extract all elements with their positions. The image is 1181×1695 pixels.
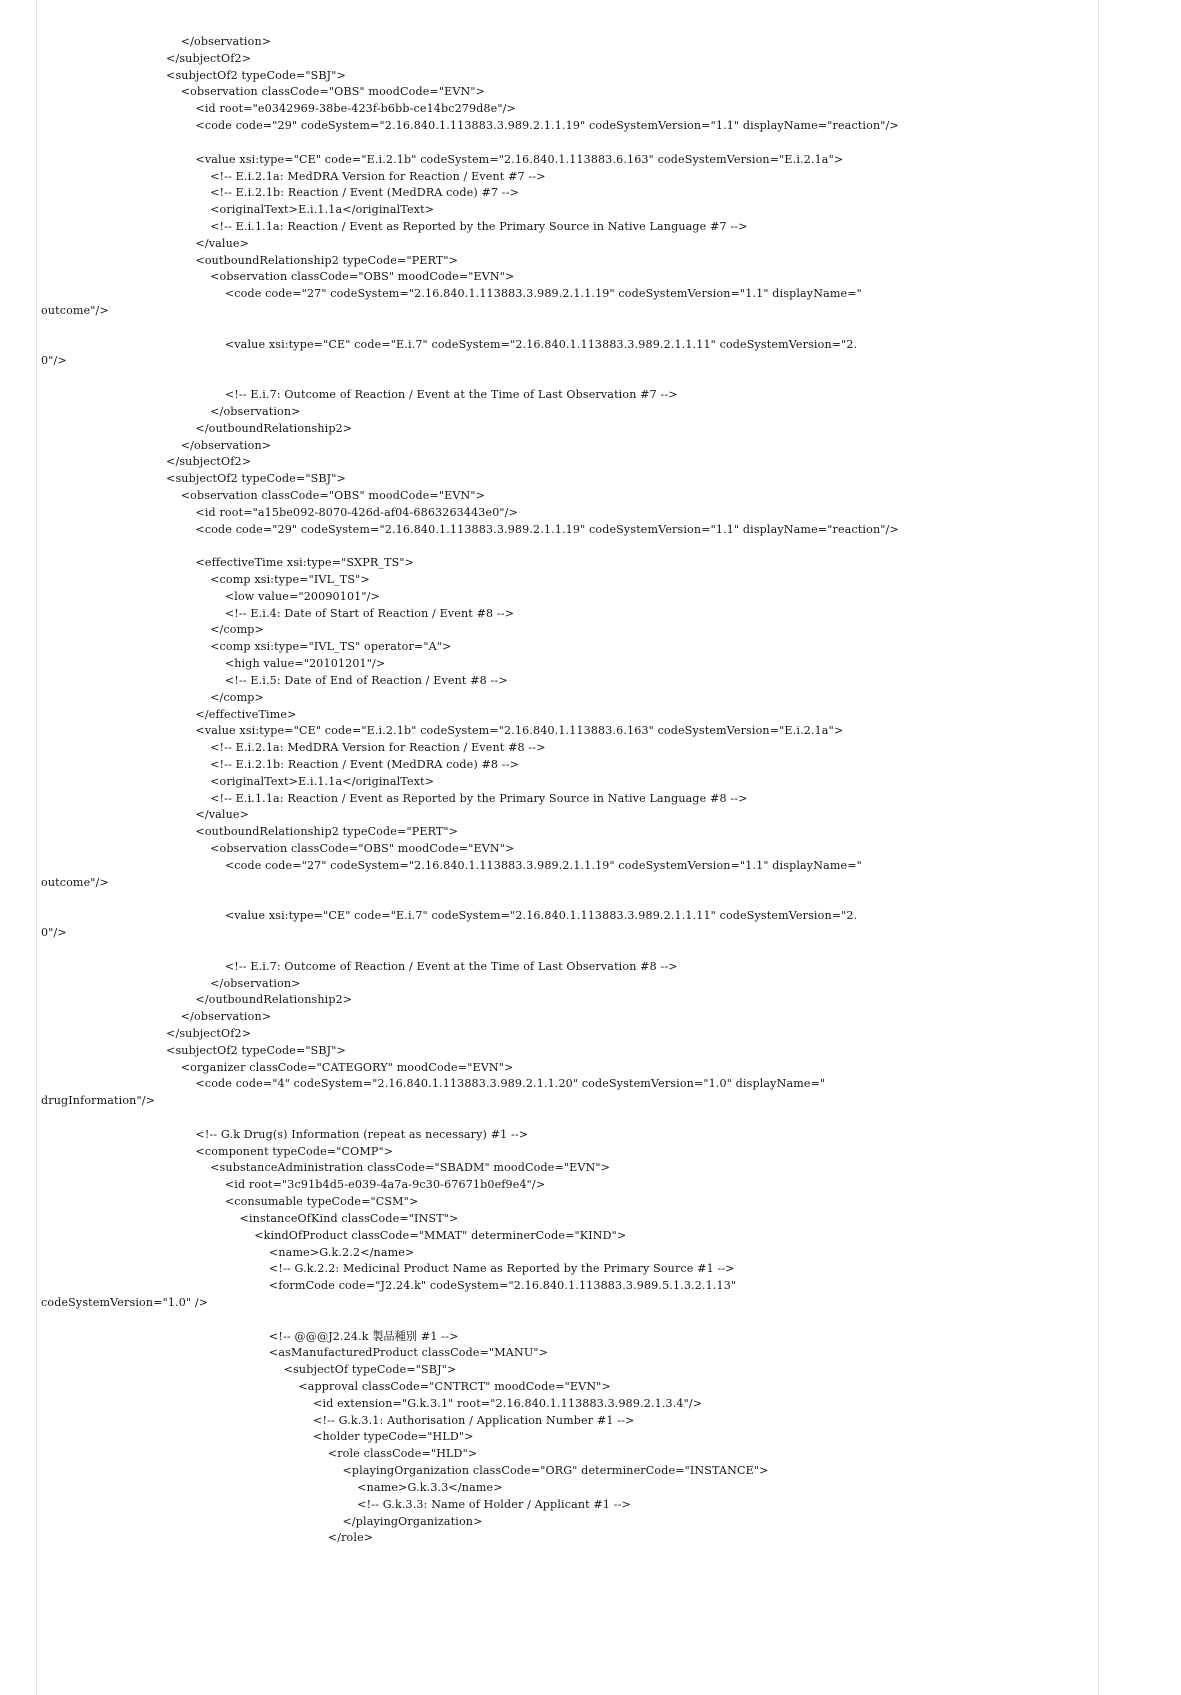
code-line: <!-- E.i.1.1a: Reaction / Event as Reported by the Primary Source in Native Language #8 --> bbox=[41, 791, 748, 805]
code-line: <subjectOf typeCode="SBJ"> bbox=[41, 1363, 457, 1377]
code-line: <id extension="G.k.3.1" root="2.16.840.1.113883.3.989.2.1.3.4"/> bbox=[41, 1396, 703, 1410]
code-line: drugInformation"/> bbox=[41, 1094, 156, 1108]
code-line: <high value="20101201"/> bbox=[41, 657, 386, 671]
code-line: outcome"/> bbox=[41, 875, 109, 889]
code-line: <organizer classCode="CATEGORY" moodCode="EVN"> bbox=[41, 1060, 514, 1074]
code-line: <role classCode="HLD"> bbox=[41, 1447, 478, 1461]
code-line: <effectiveTime xsi:type="SXPR_TS"> bbox=[41, 556, 415, 570]
code-line: <!-- G.k.3.3: Name of Holder / Applicant #1 --> bbox=[41, 1497, 631, 1511]
code-line: <!-- E.i.7: Outcome of Reaction / Event at the Time of Last Observation #7 --> bbox=[41, 388, 678, 402]
code-line: <!-- E.i.4: Date of Start of Reaction / Event #8 --> bbox=[41, 606, 515, 620]
code-line-blank bbox=[0, 1110, 1181, 1127]
code-line: </subjectOf2> bbox=[41, 455, 252, 469]
code-line-blank bbox=[0, 135, 1181, 152]
code-line: <originalText>E.i.1.1a</originalText> bbox=[41, 774, 435, 788]
code-line: <observation classCode="OBS" moodCode="EVN"> bbox=[41, 842, 515, 855]
code-line: <subjectOf2 typeCode="SBJ"> bbox=[41, 1043, 346, 1057]
code-line: <kindOfProduct classCode="MMAT" determinerCode="KIND"> bbox=[41, 1228, 627, 1242]
code-line: </value> bbox=[41, 808, 250, 822]
code-line: <outboundRelationship2 typeCode="PERT"> bbox=[41, 825, 459, 839]
xml-code-listing bbox=[0, 34, 1181, 1547]
code-line: <subjectOf2 typeCode="SBJ"> bbox=[41, 472, 346, 486]
code-line: <substanceAdministration classCode="SBADM" moodCode="EVN"> bbox=[41, 1161, 611, 1175]
code-line: 0"/> bbox=[41, 354, 67, 368]
code-line: </observation> bbox=[41, 976, 301, 990]
code-line: <code code="27" codeSystem="2.16.840.1.113883.3.989.2.1.1.19" codeSystemVersion="1.1" displayName=" bbox=[41, 858, 862, 872]
code-line: </observation> bbox=[41, 438, 272, 452]
code-line-blank bbox=[0, 942, 1181, 959]
code-line: <!-- E.i.2.1b: Reaction / Event (MedDRA code) #7 --> bbox=[41, 186, 520, 200]
code-line: <observation classCode="OBS" moodCode="EVN"> bbox=[41, 488, 486, 502]
code-line: <low value="20090101"/> bbox=[41, 589, 380, 603]
code-line: <!-- E.i.2.1a: MedDRA Version for Reaction / Event #8 --> bbox=[41, 741, 546, 755]
code-line-blank bbox=[0, 891, 1181, 908]
code-line: <!-- G.k Drug(s) Information (repeat as necessary) #1 --> bbox=[41, 1127, 529, 1141]
code-line: </comp> bbox=[41, 690, 265, 704]
code-line: <outboundRelationship2 typeCode="PERT"> bbox=[41, 253, 459, 267]
code-line: </outboundRelationship2> bbox=[41, 421, 353, 435]
code-line: <subjectOf2 typeCode="SBJ"> bbox=[41, 68, 346, 82]
code-line: </role> bbox=[41, 1531, 374, 1545]
code-line: </observation> bbox=[41, 1010, 272, 1024]
code-line: <!-- G.k.2.2: Medicinal Product Name as Reported by the Primary Source #1 --> bbox=[41, 1262, 735, 1276]
code-line: <value xsi:type="CE" code="E.i.2.1b" codeSystem="2.16.840.1.113883.6.163" codeSystemVersion="E.i.2.1a"> bbox=[41, 724, 844, 738]
code-line: codeSystemVersion="1.0" /> bbox=[41, 1295, 209, 1309]
code-line-blank bbox=[0, 320, 1181, 337]
code-line: </comp> bbox=[41, 623, 265, 637]
code-line: <!-- E.i.1.1a: Reaction / Event as Reported by the Primary Source in Native Language #7 --> bbox=[41, 219, 748, 233]
code-line: <!-- @@@J2.24.k 製品種別 #1 --> bbox=[41, 1329, 459, 1343]
code-line: <id root="e0342969-38be-423f-b6bb-ce14bc279d8e"/> bbox=[41, 102, 516, 116]
code-line: <formCode code="J2.24.k" codeSystem="2.16.840.1.113883.3.989.5.1.3.2.1.13" bbox=[41, 1279, 737, 1293]
code-line: <approval classCode="CNTRCT" moodCode="EVN"> bbox=[41, 1380, 611, 1393]
code-line: <consumable typeCode="CSM"> bbox=[41, 1195, 419, 1209]
code-line: </subjectOf2> bbox=[41, 1026, 252, 1040]
code-line-blank bbox=[0, 370, 1181, 387]
code-line: <!-- G.k.3.1: Authorisation / Application Number #1 --> bbox=[41, 1413, 635, 1427]
code-line: <!-- E.i.7: Outcome of Reaction / Event at the Time of Last Observation #8 --> bbox=[41, 959, 678, 973]
code-line: <code code="29" codeSystem="2.16.840.1.113883.3.989.2.1.1.19" codeSystemVersion="1.1" displayName="reaction"/> bbox=[41, 522, 899, 536]
code-line: <originalText>E.i.1.1a</originalText> bbox=[41, 203, 435, 217]
code-line: </outboundRelationship2> bbox=[41, 993, 353, 1007]
code-line: <!-- E.i.5: Date of End of Reaction / Event #8 --> bbox=[41, 673, 508, 687]
code-line: <value xsi:type="CE" code="E.i.7" codeSystem="2.16.840.1.113883.3.989.2.1.1.11" codeSystemVersion="2. bbox=[41, 337, 858, 351]
code-line: outcome"/> bbox=[41, 304, 109, 317]
code-line: </effectiveTime> bbox=[41, 707, 297, 721]
code-line: <holder typeCode="HLD"> bbox=[41, 1430, 474, 1444]
code-line: <asManufacturedProduct classCode="MANU"> bbox=[41, 1346, 549, 1360]
code-line: </playingOrganization> bbox=[41, 1514, 483, 1528]
code-line: <code code="27" codeSystem="2.16.840.1.113883.3.989.2.1.1.19" codeSystemVersion="1.1" displayName=" bbox=[41, 287, 862, 301]
code-line: </value> bbox=[41, 236, 250, 250]
code-line: <name>G.k.3.3</name> bbox=[41, 1480, 503, 1494]
code-line: </subjectOf2> bbox=[41, 51, 252, 65]
code-line-blank bbox=[0, 1312, 1181, 1329]
code-line: <value xsi:type="CE" code="E.i.2.1b" codeSystem="2.16.840.1.113883.6.163" codeSystemVersion="E.i.2.1a"> bbox=[41, 152, 844, 166]
code-line: <component typeCode="COMP"> bbox=[41, 1144, 394, 1158]
code-line-blank bbox=[0, 538, 1181, 555]
code-line: <comp xsi:type="IVL_TS"> bbox=[41, 573, 370, 586]
code-line: 0"/> bbox=[41, 926, 67, 940]
code-line: <!-- E.i.2.1b: Reaction / Event (MedDRA code) #8 --> bbox=[41, 757, 520, 771]
code-line: </observation> bbox=[41, 35, 272, 48]
code-line: <code code="29" codeSystem="2.16.840.1.113883.3.989.2.1.1.19" codeSystemVersion="1.1" displayName="reaction"/> bbox=[41, 119, 899, 133]
code-line: <value xsi:type="CE" code="E.i.7" codeSystem="2.16.840.1.113883.3.989.2.1.1.11" codeSystemVersion="2. bbox=[41, 909, 858, 923]
code-line: <code code="4" codeSystem="2.16.840.1.113883.3.989.2.1.1.20" codeSystemVersion="1.0" displayName=" bbox=[41, 1077, 826, 1091]
code-line: <playingOrganization classCode="ORG" determinerCode="INSTANCE"> bbox=[41, 1464, 769, 1478]
code-line: <observation classCode="OBS" moodCode="EVN"> bbox=[41, 270, 515, 284]
code-line: <name>G.k.2.2</name> bbox=[41, 1245, 415, 1259]
code-line: <id root="a15be092-8070-426d-af04-6863263443e0"/> bbox=[41, 505, 518, 519]
code-line: <comp xsi:type="IVL_TS" operator="A"> bbox=[41, 640, 452, 654]
code-line: </observation> bbox=[41, 404, 301, 418]
code-line: <observation classCode="OBS" moodCode="EVN"> bbox=[41, 85, 486, 99]
code-line: <!-- E.i.2.1a: MedDRA Version for Reaction / Event #7 --> bbox=[41, 169, 546, 183]
code-line: <id root="3c91b4d5-e039-4a7a-9c30-67671b0ef9e4"/> bbox=[41, 1178, 546, 1192]
code-line: <instanceOfKind classCode="INST"> bbox=[41, 1211, 459, 1225]
